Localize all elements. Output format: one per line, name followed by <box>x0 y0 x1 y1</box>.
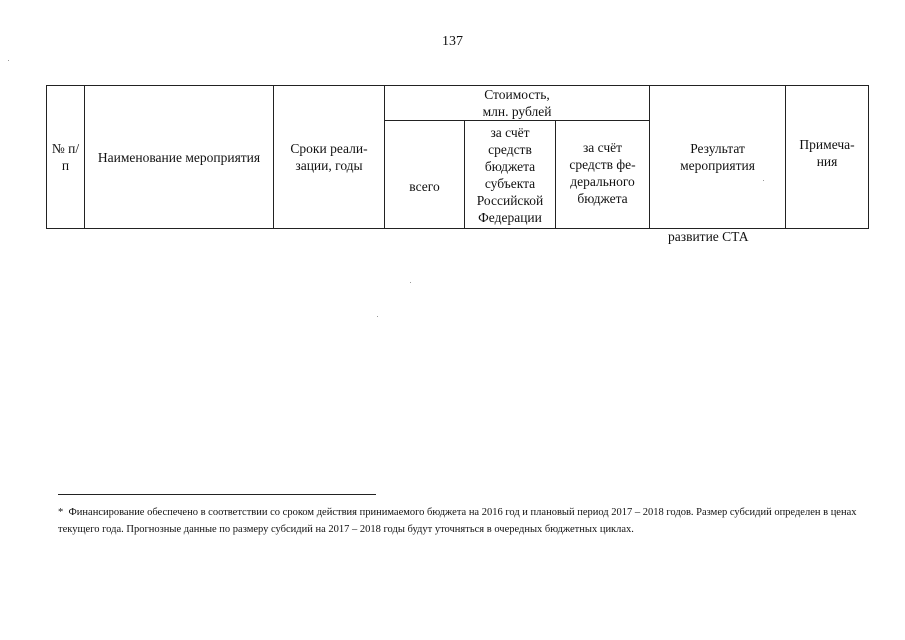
header-name: Наименование мероприятия <box>85 86 274 229</box>
header-total: всего <box>385 121 465 229</box>
footnote-marker: * <box>58 507 64 518</box>
continued-text: развитие СТА <box>668 229 749 244</box>
header-regional-budget: за счёт средств бюджета субъекта Российской Федерации <box>465 121 556 229</box>
header-federal-budget: за счёт средств фе-дерального бюджета <box>556 121 650 229</box>
header-no: № п/п <box>47 86 85 229</box>
activities-table <box>46 85 869 229</box>
footnote-text: Финансирование обеспечено в соответствии со сроком действия принимаемого бюджета на 2016 год и плановый период 2017 – 2018 годов. Размер субсидий определен в ценах текущего года. Прогнозные данные по размеру субсидий на 2017 – 2018 годы будут уточняться в очередных бюджетных циклах. <box>58 507 857 535</box>
page-number: 137 <box>442 34 463 49</box>
footnote-separator <box>58 494 376 495</box>
header-result: Результат мероприятия <box>650 86 786 229</box>
header-notes: Примеча-ния <box>786 86 869 229</box>
header-terms: Сроки реали-зации, годы <box>274 86 385 229</box>
header-cost: Стоимость, млн. рублей <box>385 86 650 121</box>
footnote <box>58 504 868 538</box>
